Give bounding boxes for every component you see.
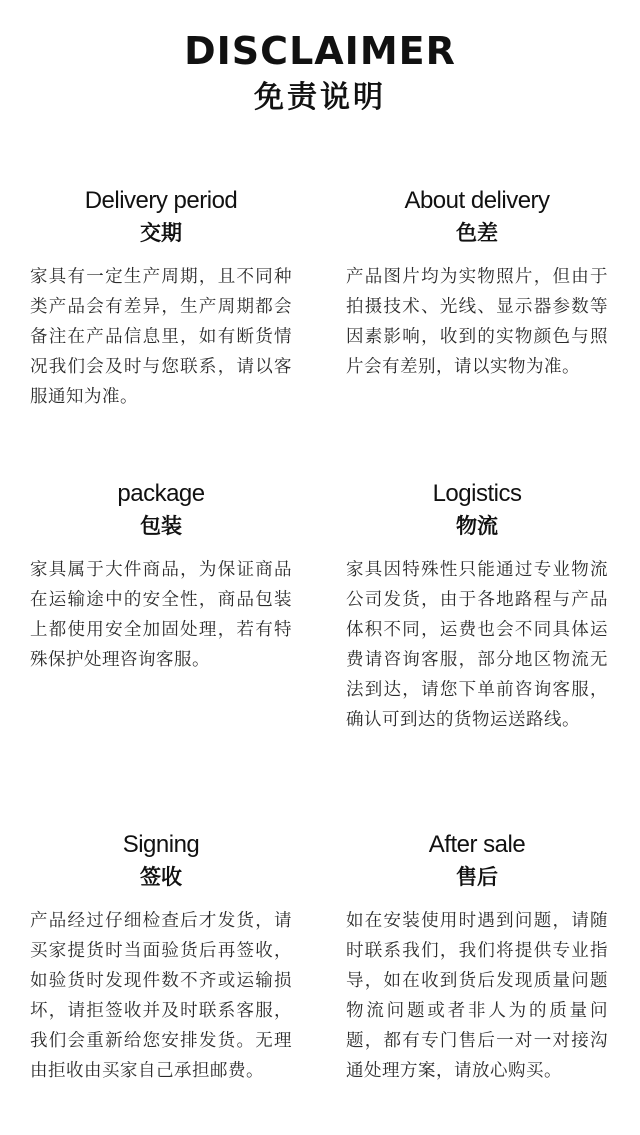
- section-title-en: Logistics: [432, 480, 522, 507]
- section-package: [30, 479, 292, 675]
- section-title-zh: 色差: [456, 221, 498, 245]
- section-after-sale: [346, 830, 608, 1086]
- section-title-en: After sale: [428, 831, 526, 858]
- section-heading: [30, 479, 292, 541]
- section-heading: [30, 186, 292, 248]
- section-body: 产品图片均为实物照片，但由于拍摄技术、光线、显示器参数等因素影响，收到的实物颜色与照片会有差别，请以实物为准。: [346, 267, 608, 377]
- section-title-en: Delivery period: [84, 187, 238, 214]
- section-signing: [30, 830, 292, 1086]
- section-body: 家具有一定生产周期，且不同种类产品会有差异，生产周期都会备注在产品信息里，如有断货情况我们会及时与您联系，请以客服通知为准。: [30, 267, 292, 407]
- section-title-zh: 物流: [456, 514, 498, 538]
- section-title-en: package: [117, 480, 205, 507]
- section-title-zh: 包装: [140, 514, 182, 538]
- section-title-en: Signing: [122, 831, 200, 858]
- page-title: DISCLAIMER: [184, 29, 456, 73]
- section-heading: [346, 479, 608, 541]
- section-heading: [346, 186, 608, 248]
- section-logistics: [346, 479, 608, 735]
- section-title-zh: 售后: [456, 865, 498, 889]
- section-body: 产品经过仔细检查后才发货，请买家提货时当面验货后再签收，如验货时发现件数不齐或运输损坏，请拒签收并及时联系客服，我们会重新给您安排发货。无理由拒收由买家自己承担邮费。: [30, 911, 292, 1081]
- section-body: 如在安装使用时遇到问题，请随时联系我们，我们将提供专业指导，如在收到货后发现质量问题物流问题或者非人为的质量问题，都有专门售后一对一对接沟通处理方案，请放心购买。: [346, 911, 608, 1081]
- section-title-zh: 交期: [140, 221, 182, 245]
- page-subtitle: 免责说明: [254, 80, 386, 115]
- section-body: 家具属于大件商品，为保证商品在运输途中的安全性，商品包装上都使用安全加固处理，若有特殊保护处理咨询客服。: [30, 560, 292, 670]
- section-heading: [346, 830, 608, 892]
- section-title-en: About delivery: [404, 187, 550, 214]
- section-heading: [30, 830, 292, 892]
- section-body: 家具因特殊性只能通过专业物流公司发货，由于各地路程与产品体积不同，运费也会不同具体运费请咨询客服，部分地区物流无法到达，请您下单前咨询客服，确认可到达的货物运送路线。: [346, 560, 608, 730]
- section-delivery-period: [30, 186, 292, 412]
- disclaimer-header: [0, 28, 640, 118]
- section-title-zh: 签收: [140, 865, 182, 889]
- section-about-delivery: [346, 186, 608, 382]
